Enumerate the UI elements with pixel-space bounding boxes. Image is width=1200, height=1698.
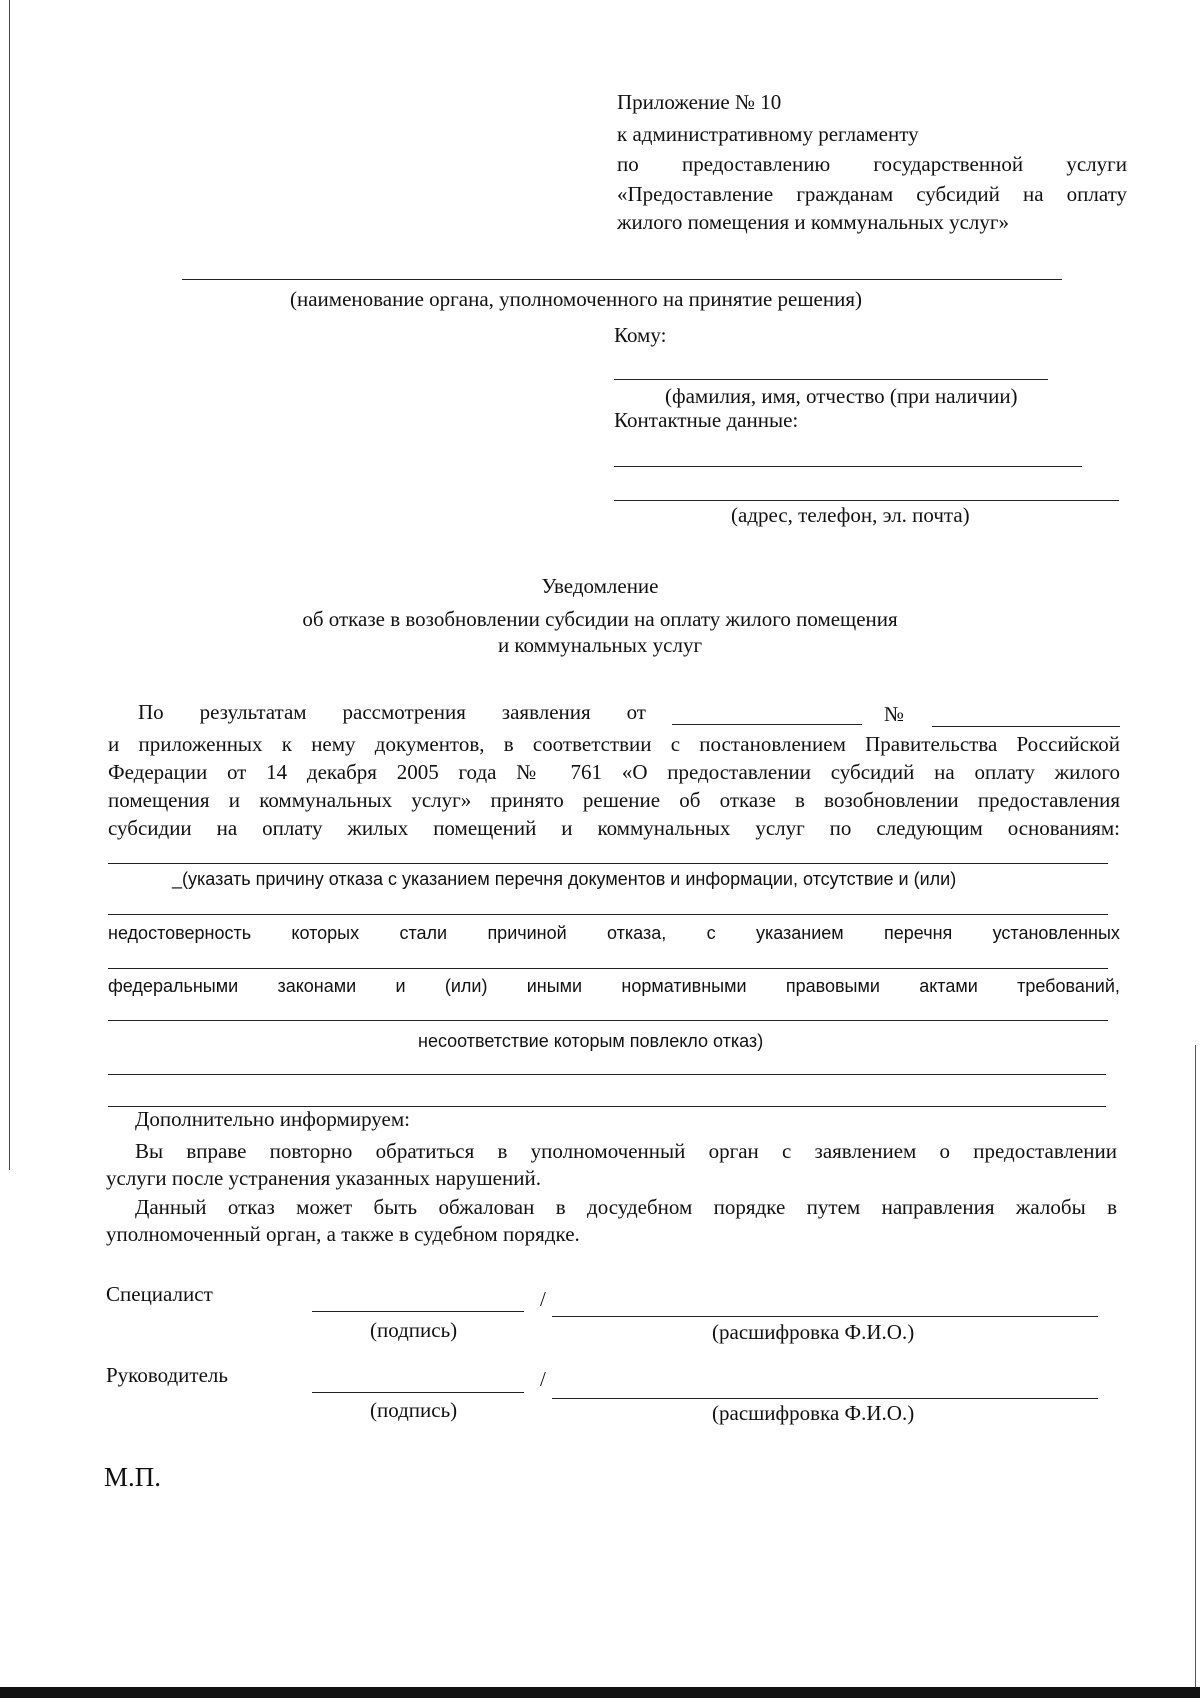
contacts-line-1[interactable] xyxy=(614,466,1082,467)
body-line-5: субсидии на оплату жилых помещений и коммунальных услуг по следующим основаниям: xyxy=(108,816,1120,840)
reason-word: отказа, xyxy=(607,923,667,943)
intro-word: рассмотрения xyxy=(342,700,466,724)
reason-word: стали xyxy=(399,923,448,943)
recipient-label: Кому: xyxy=(614,323,667,347)
manager-signature-caption: (подпись) xyxy=(370,1398,458,1422)
intro-word: от xyxy=(626,700,646,724)
manager-slash: / xyxy=(540,1367,546,1391)
authority-caption: (наименование органа, уполномоченного на принятие решения) xyxy=(290,287,862,311)
reason-line-5[interactable] xyxy=(108,1074,1106,1075)
specialist-signature-field[interactable] xyxy=(312,1311,524,1312)
recipient-name-caption: (фамилия, имя, отчество (при наличии) xyxy=(665,384,1018,408)
body-intro xyxy=(138,699,646,726)
manager-label: Руководитель xyxy=(106,1363,228,1387)
appendix-service-title-2: жилого помещения и коммунальных услуг» xyxy=(617,210,1010,234)
reason-line-1[interactable] xyxy=(108,863,1108,864)
contacts-label: Контактные данные: xyxy=(614,408,799,432)
specialist-slash: / xyxy=(540,1287,546,1311)
additional-p1-line1: Вы вправе повторно обратиться в уполномоченный орган с заявлением о предоставлении xyxy=(135,1139,1117,1163)
specialist-label: Специалист xyxy=(106,1282,213,1306)
manager-name-field[interactable] xyxy=(552,1398,1098,1399)
scan-edge-right xyxy=(1195,1045,1196,1695)
manager-decode-caption: (расшифровка Ф.И.О.) xyxy=(712,1401,915,1425)
reason-word: установленных xyxy=(992,923,1120,943)
authority-name-line[interactable] xyxy=(182,279,1062,280)
appendix-number: Приложение № 10 xyxy=(617,90,782,114)
reason-caption-2 xyxy=(108,923,1120,944)
reason-caption-3 xyxy=(108,976,1120,997)
specialist-signature-caption: (подпись) xyxy=(370,1318,458,1342)
reason-word: указанием xyxy=(755,923,844,943)
specialist-decode-caption: (расшифровка Ф.И.О.) xyxy=(712,1320,915,1344)
reason-word: перечня xyxy=(884,923,953,943)
reason-word: нормативными xyxy=(621,976,747,996)
contacts-line-2[interactable] xyxy=(614,500,1119,501)
reason-caption-1: _(указать причину отказа с указанием перечня документов и информации, отсутствие и (или) xyxy=(172,869,957,889)
additional-heading: Дополнительно информируем: xyxy=(135,1107,410,1131)
reason-word: законами xyxy=(277,976,357,996)
reason-word: иными xyxy=(526,976,583,996)
notice-subtitle-1: об отказе в возобновлении субсидии на оплату жилого помещения xyxy=(302,607,898,631)
body-line-4: помещения и коммунальных услуг» принято решение об отказе в возобновлении предоставления xyxy=(108,788,1120,812)
reason-line-4[interactable] xyxy=(108,1020,1108,1021)
number-sign: № xyxy=(884,702,905,726)
reason-word: причиной xyxy=(487,923,567,943)
additional-p2-line2: уполномоченный орган, а также в судебном порядке. xyxy=(106,1222,580,1246)
intro-word: заявления xyxy=(501,700,591,724)
reason-word: федеральными xyxy=(108,976,239,996)
application-number-field[interactable] xyxy=(932,726,1120,727)
reason-word: актами xyxy=(919,976,978,996)
appendix-service: по предоставлению государственной услуги xyxy=(617,152,1127,176)
appendix-to-regulation: к административному регламенту xyxy=(617,122,919,146)
notice-title: Уведомление xyxy=(541,574,659,598)
body-line-3: Федерации от 14 декабря 2005 года № 761 «О предоставлении субсидий на оплату жилого xyxy=(108,760,1120,784)
reason-word: правовыми xyxy=(785,976,880,996)
intro-word: результатам xyxy=(199,700,307,724)
reason-line-3[interactable] xyxy=(108,968,1108,969)
notice-subtitle-2: и коммунальных услуг xyxy=(497,633,703,657)
specialist-name-field[interactable] xyxy=(552,1316,1098,1317)
manager-signature-field[interactable] xyxy=(312,1392,524,1393)
stamp-place: М.П. xyxy=(104,1462,162,1492)
reason-word: которых xyxy=(291,923,360,943)
appendix-service-title-1: «Предоставление гражданам субсидий на оплату xyxy=(617,182,1127,206)
additional-p2-line1: Данный отказ может быть обжалован в досудебном порядке путем направления жалобы в xyxy=(135,1195,1117,1219)
reason-word: (или) xyxy=(444,976,488,996)
intro-word: По xyxy=(138,700,164,724)
body-line-2: и приложенных к нему документов, в соответствии с постановлением Правительства Российской xyxy=(108,732,1120,756)
additional-p1-line2: услуги после устранения указанных нарушений. xyxy=(106,1166,541,1190)
scan-edge-bottom xyxy=(0,1687,1200,1698)
reason-word: недостоверность xyxy=(108,923,252,943)
recipient-name-line[interactable] xyxy=(614,379,1048,380)
reason-word: с xyxy=(706,923,716,943)
reason-caption-4: несоответствие которым повлекло отказ) xyxy=(418,1031,764,1051)
reason-word: и xyxy=(395,976,406,996)
contacts-caption: (адрес, телефон, эл. почта) xyxy=(731,503,970,527)
reason-word: требований, xyxy=(1017,976,1120,996)
reason-line-2[interactable] xyxy=(108,914,1108,915)
application-date-field[interactable] xyxy=(672,724,862,725)
